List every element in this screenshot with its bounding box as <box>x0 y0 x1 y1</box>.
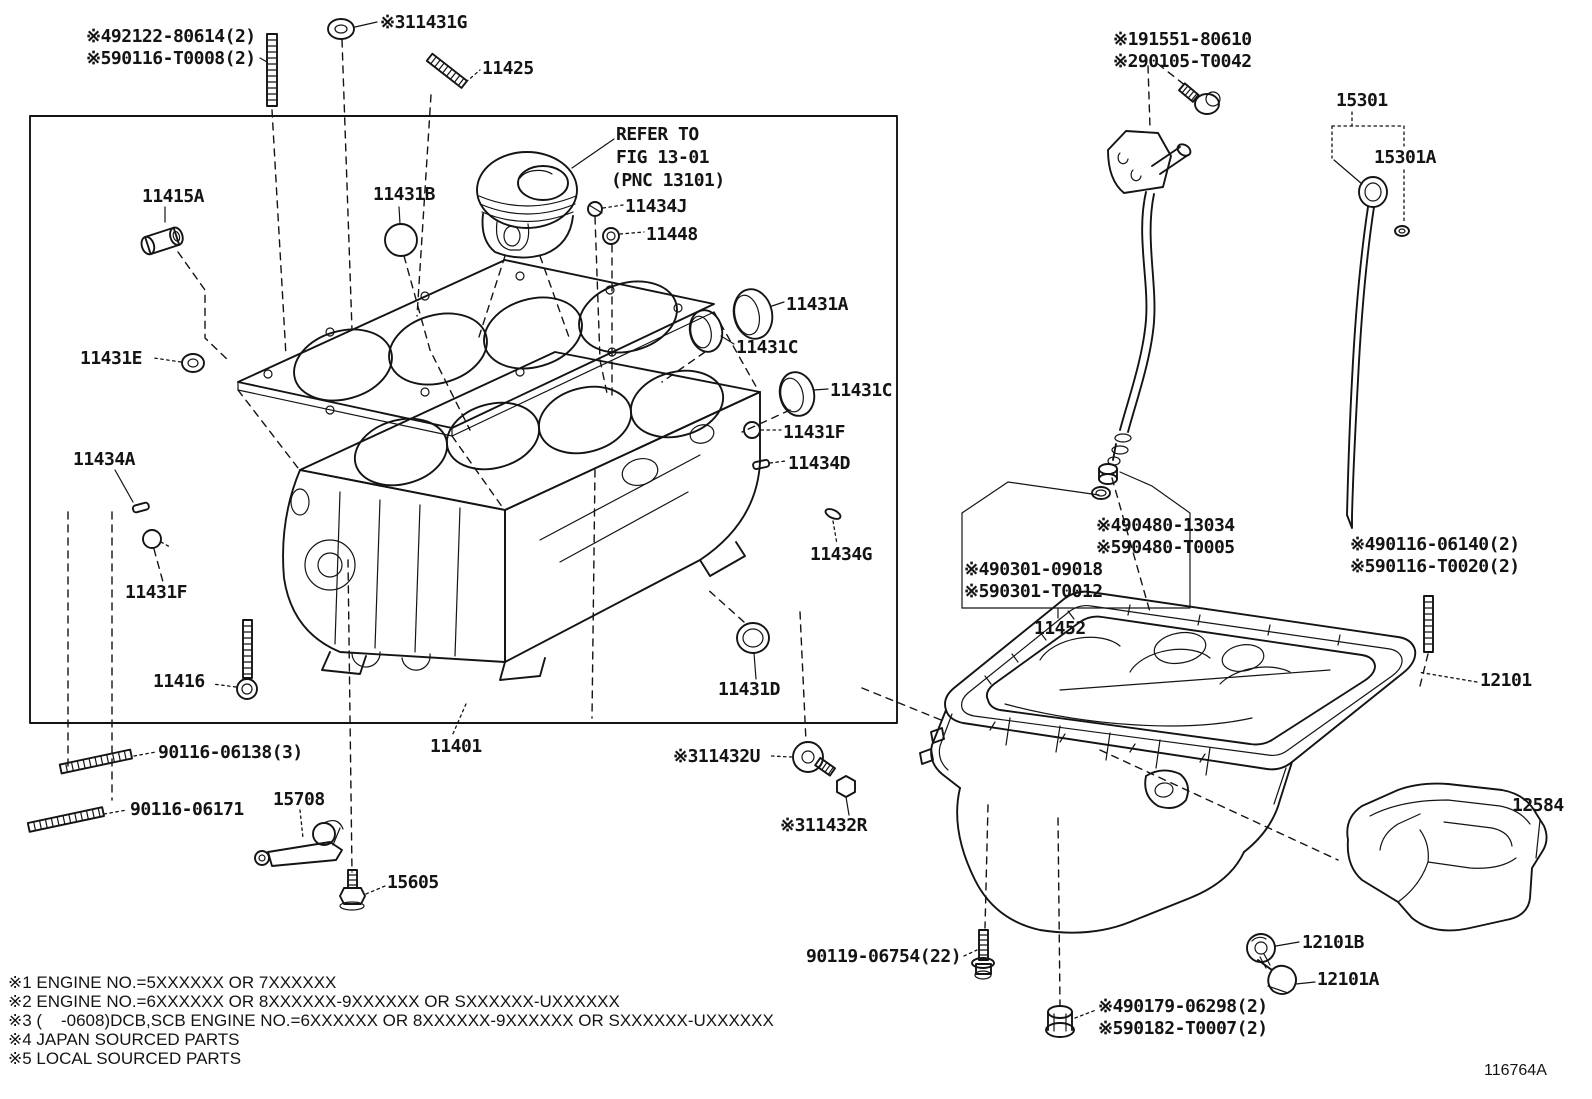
footnote-2: ※2 ENGINE NO.=6XXXXXX OR 8XXXXXX-9XXXXXX OR SXXXXXX-UXXXXXX <box>8 992 620 1011</box>
part-label-11415a: 11415A <box>142 186 205 207</box>
part-label-90116-t0020: ※590116-T0020(2) <box>1350 556 1520 577</box>
plug-11431c-2-drawing <box>776 369 828 419</box>
bolt-15605-drawing <box>340 870 385 910</box>
plug-11431a-drawing <box>729 286 784 343</box>
part-label-11434g: 11434G <box>810 544 873 565</box>
part-label-11431e: 11431E <box>80 348 143 369</box>
pin-11434d-drawing <box>753 459 786 469</box>
leader-11401 <box>452 704 466 736</box>
refer-note-line1: REFER TO <box>616 124 699 145</box>
part-label-90116-t0008: ※590116-T0008(2) <box>86 48 256 69</box>
part-label-15605: 15605 <box>387 872 439 893</box>
part-label-11431f-right: 11431F <box>783 422 846 443</box>
part-label-15708: 15708 <box>273 789 325 810</box>
part-label-90116-06171: 90116-06171 <box>130 799 244 820</box>
part-label-90182-t0007: ※590182-T0007(2) <box>1098 1018 1268 1039</box>
part-label-11431g: ※311431G <box>380 12 467 33</box>
footnote-4: ※4 JAPAN SOURCED PARTS <box>8 1030 240 1049</box>
part-label-11425: 11425 <box>482 58 534 79</box>
footnote-5: ※5 LOCAL SOURCED PARTS <box>8 1049 242 1068</box>
flange-nut-90179-drawing <box>1046 1006 1096 1037</box>
washer-11432u-drawing <box>771 742 823 772</box>
sensor-11415a-drawing <box>139 207 185 256</box>
part-label-11431d: 11431D <box>718 679 781 700</box>
part-label-90116-06140: ※490116-06140(2) <box>1350 534 1520 555</box>
part-label-90179-06298: ※490179-06298(2) <box>1098 996 1268 1017</box>
stud-11425-drawing <box>427 54 480 88</box>
part-label-90119-06754: 90119-06754(22) <box>806 946 962 967</box>
part-label-11431b: 11431B <box>373 184 436 205</box>
part-label-12584: 12584 <box>1512 795 1564 816</box>
plug-11431e-drawing <box>154 354 204 372</box>
part-label-15301: 15301 <box>1336 90 1388 111</box>
part-label-11434a: 11434A <box>73 449 136 470</box>
part-label-11432u: ※311432U <box>673 746 760 767</box>
bolt-91551-drawing <box>1179 83 1220 114</box>
oil-pan-drawing <box>920 592 1477 933</box>
oil-nozzle-15708-drawing <box>255 810 343 866</box>
part-label-11431c-1: 11431C <box>736 337 799 358</box>
seal-11431d-drawing <box>737 623 769 679</box>
footnote-1: ※1 ENGINE NO.=5XXXXXX OR 7XXXXXX <box>8 973 337 992</box>
part-label-11431f-left: 11431F <box>125 582 188 603</box>
bolt-11416-drawing <box>213 620 257 699</box>
part-label-11431a: 11431A <box>786 294 849 315</box>
bolt-90119-drawing <box>964 930 994 979</box>
bolt-11432r-drawing <box>815 758 855 815</box>
plug-11431b-drawing <box>385 207 417 256</box>
part-label-11431c-2: 11431C <box>830 380 893 401</box>
part-label-11434j: 11434J <box>625 196 688 217</box>
part-label-92122-80614: ※492122-80614(2) <box>86 26 256 47</box>
part-label-11416: 11416 <box>153 671 205 692</box>
part-label-11432r: ※311432R <box>780 815 867 836</box>
part-label-11434d: 11434D <box>788 453 851 474</box>
pin-11434g-drawing <box>824 507 842 544</box>
plug-11431f-right-drawing <box>744 422 781 438</box>
refer-note-line2: FIG 13-01 <box>616 147 710 168</box>
part-label-12101b: 12101B <box>1302 932 1365 953</box>
part-label-90301-09018: ※490301-09018 <box>964 559 1103 580</box>
pin-11434a-drawing <box>115 470 150 513</box>
part-label-11401: 11401 <box>430 736 482 757</box>
part-label-90301-t0012: ※590301-T0012 <box>964 581 1103 602</box>
part-label-15301a: 15301A <box>1374 147 1437 168</box>
stud-92122-drawing <box>260 34 277 106</box>
ring-11448-drawing <box>603 228 644 244</box>
part-label-90480-13034: ※490480-13034 <box>1096 515 1235 536</box>
footnote-3: ※3 ( -0608)DCB,SCB ENGINE NO.=6XXXXXX OR 8XXXXXX-9XXXXXX OR SXXXXXX-UXXXXXX <box>8 1011 774 1030</box>
piston-drawing <box>477 139 614 258</box>
plug-11431f-left-drawing <box>143 530 170 548</box>
refer-note-line3: (PNC 13101) <box>611 170 725 191</box>
part-label-11452: 11452 <box>1034 618 1086 639</box>
stud-90116-06138-drawing <box>60 750 156 774</box>
figure-code: 116764A <box>1484 1062 1547 1079</box>
part-label-90105-t0042: ※290105-T0042 <box>1113 51 1252 72</box>
stud-90116-06171-drawing <box>28 807 127 832</box>
pin-11434j-drawing <box>588 202 623 216</box>
dipstick-15301-drawing <box>1332 112 1409 528</box>
part-label-12101: 12101 <box>1480 670 1532 691</box>
head-gasket-drawing <box>238 260 714 436</box>
seal-ring-11431g-drawing <box>328 19 377 39</box>
part-label-90480-t0005: ※590480-T0005 <box>1096 537 1235 558</box>
cylinder-block-drawing <box>283 352 760 680</box>
part-label-12101a: 12101A <box>1317 969 1380 990</box>
part-label-90116-06138: 90116-06138(3) <box>158 742 303 763</box>
part-label-11448: 11448 <box>646 224 698 245</box>
washer-12101b-drawing <box>1247 934 1299 962</box>
part-label-91551-80610: ※191551-80610 <box>1113 29 1252 50</box>
